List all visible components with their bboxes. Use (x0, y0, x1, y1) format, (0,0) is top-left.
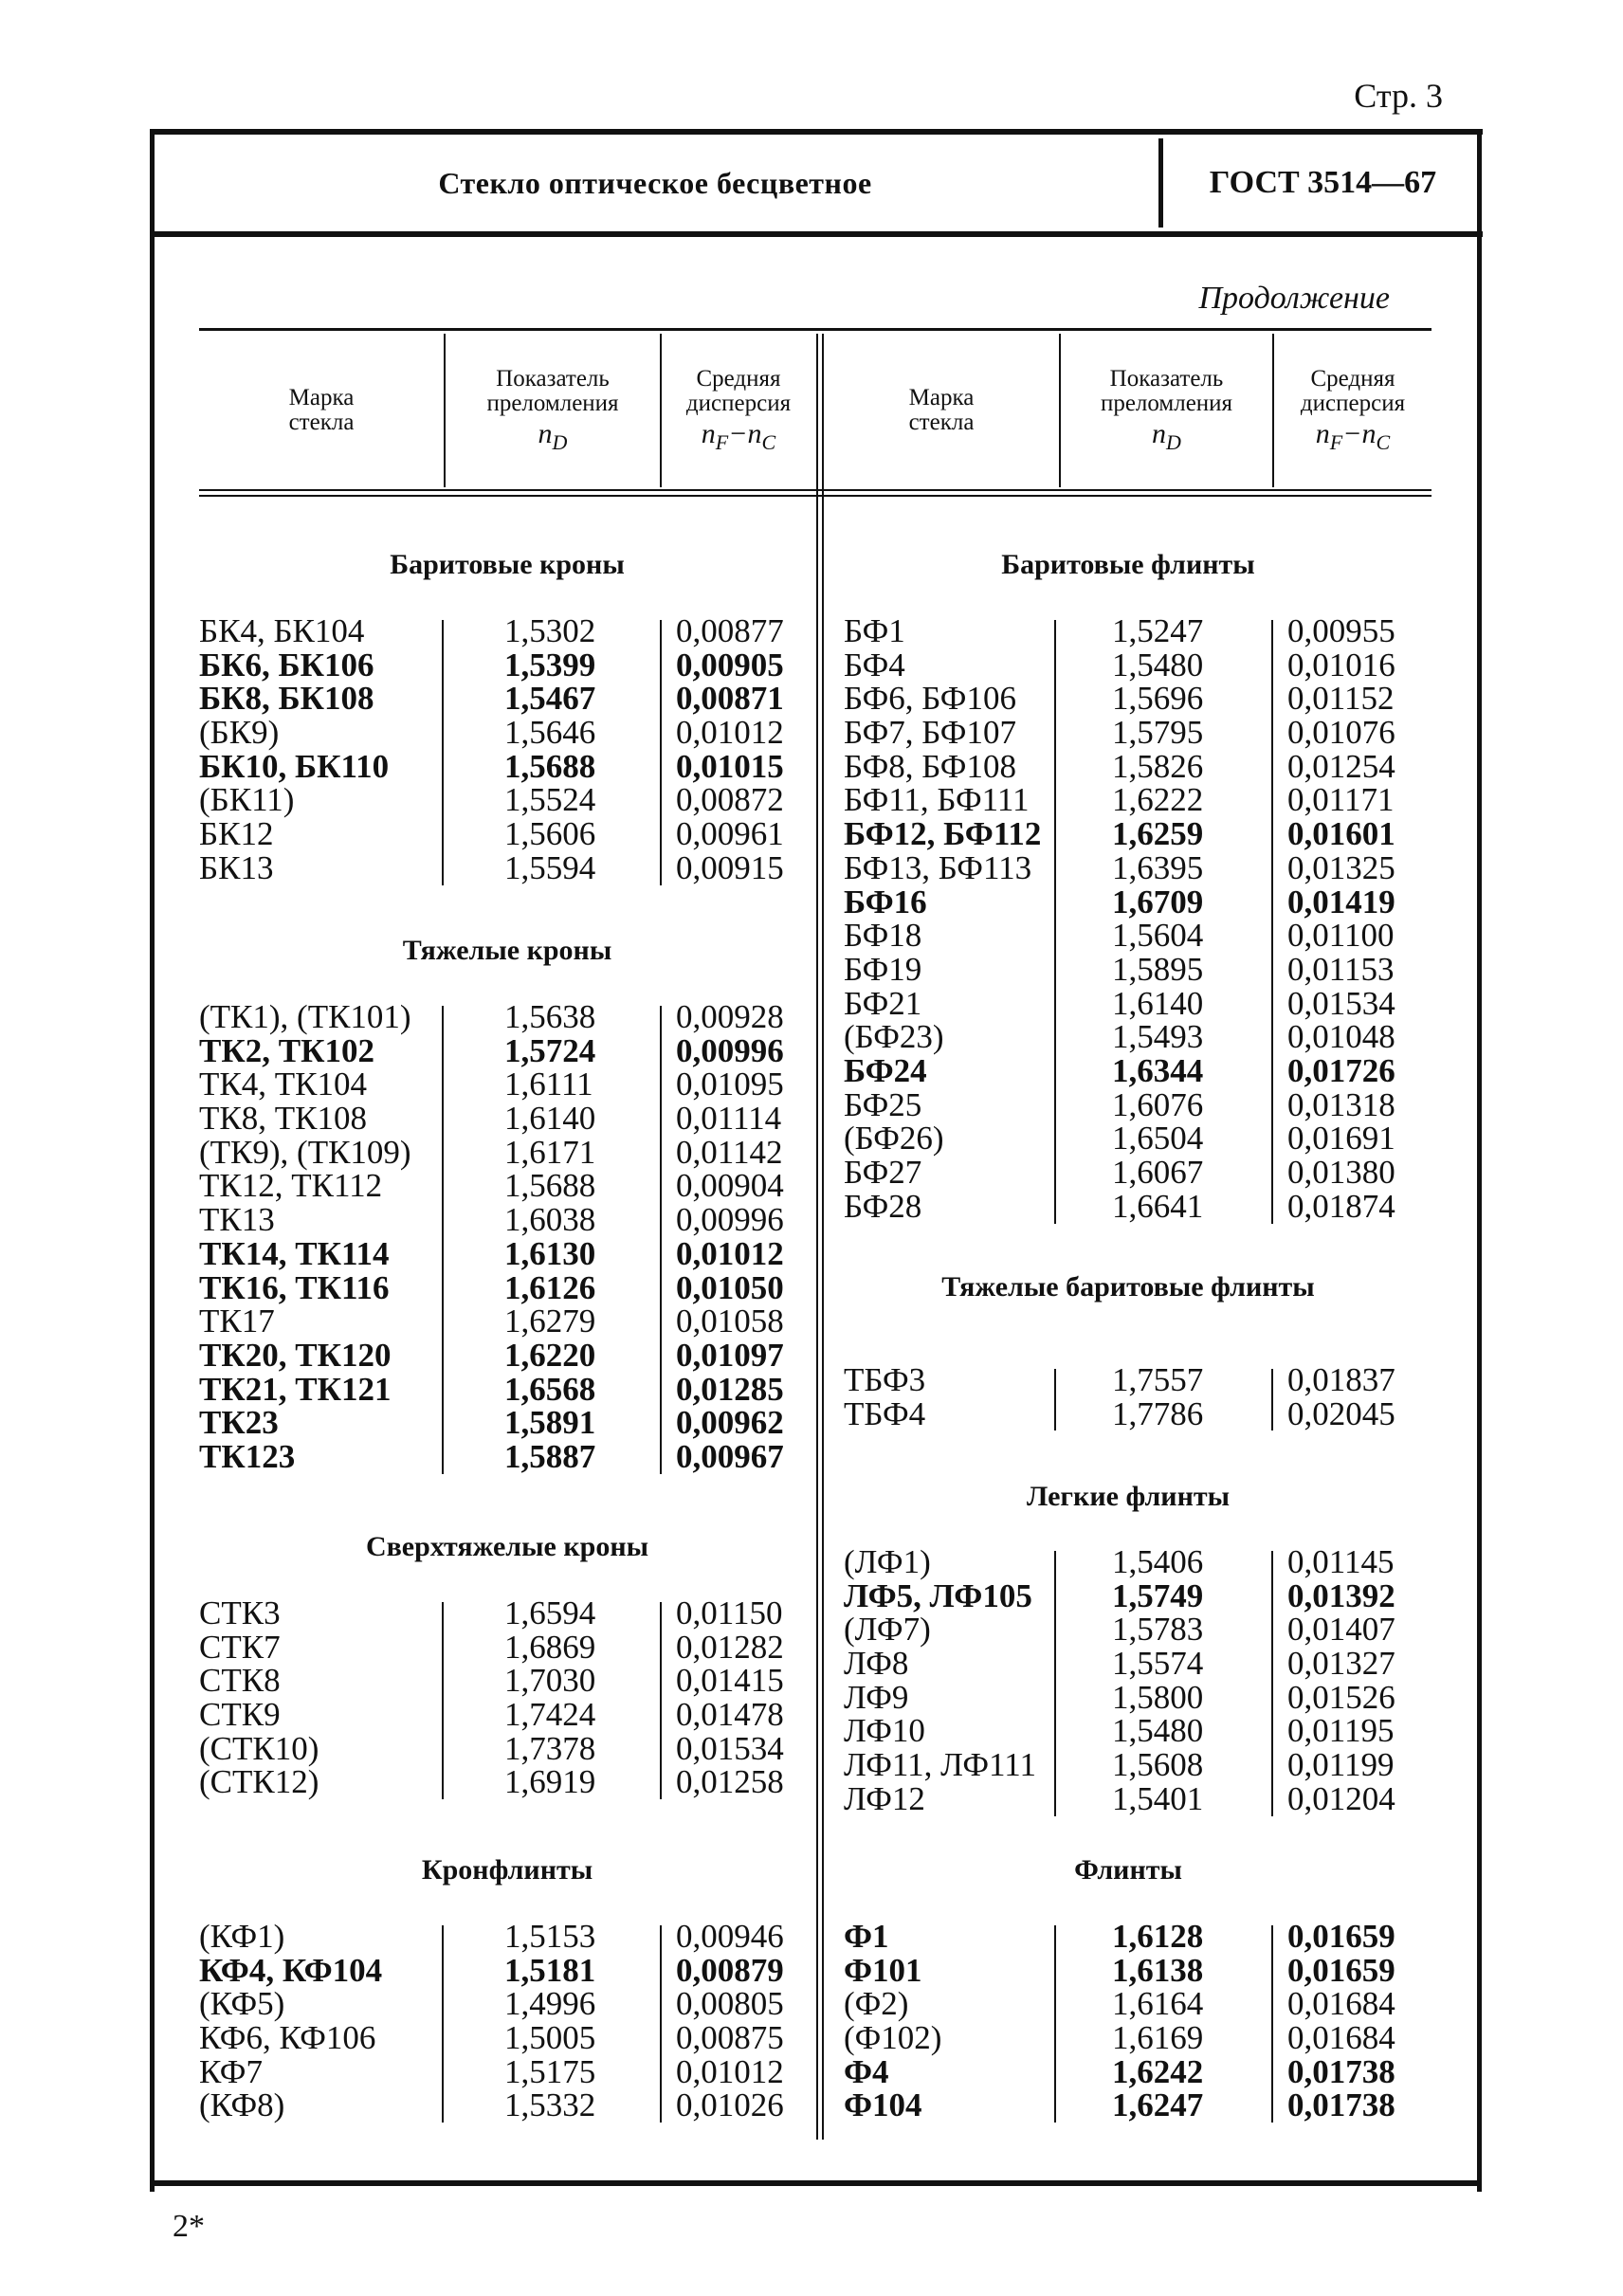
refractive-index: 1,5688 (504, 747, 596, 785)
refractive-index: 1,5181 (504, 1951, 596, 1989)
refractive-index: 1,6869 (504, 1628, 596, 1666)
glass-mark: БФ13, БФ113 (844, 848, 1032, 886)
mean-dispersion: 0,01012 (676, 2052, 784, 2090)
refractive-index: 1,6128 (1112, 1918, 1204, 1955)
table-row (0, 984, 1623, 1022)
mean-dispersion: 0,01204 (1287, 1779, 1395, 1817)
mean-dispersion: 0,01407 (1287, 1611, 1395, 1649)
header-nd-left: Показатель преломления $n_D$ (486, 365, 619, 454)
refractive-index: 1,6919 (504, 1763, 596, 1801)
refractive-index: 1,5646 (504, 714, 596, 752)
glass-mark: БК6, БК106 (199, 646, 374, 683)
refractive-index: 1,6220 (504, 1336, 596, 1374)
mean-dispersion: 0,01691 (1287, 1120, 1395, 1157)
glass-mark: ТБФ3 (844, 1361, 926, 1398)
refractive-index: 1,5749 (1112, 1576, 1204, 1614)
table-row (0, 2088, 1623, 2123)
glass-mark: (КФ8) (199, 2086, 285, 2124)
mean-dispersion: 0,01415 (676, 1662, 784, 1700)
header-nd-right: Показатель преломления $n_D$ (1100, 365, 1233, 454)
refractive-index: 1,6038 (504, 1201, 596, 1239)
refractive-index: 1,6140 (1112, 984, 1204, 1022)
mean-dispersion: 0,01152 (1287, 680, 1395, 718)
table-row (0, 1051, 1623, 1089)
refractive-index: 1,6138 (1112, 1951, 1204, 1989)
nf-nc-symbol: $n_F-n_C$ (701, 417, 776, 454)
mean-dispersion: 0,01534 (676, 1729, 784, 1767)
table-row (0, 1779, 1623, 1817)
header-mark-left: Марка стекла (288, 385, 355, 435)
mean-dispersion: 0,01726 (1287, 1051, 1395, 1089)
mean-dispersion: 0,01254 (1287, 747, 1395, 785)
glass-mark: (БК11) (199, 781, 295, 819)
mean-dispersion: 0,01171 (1287, 781, 1395, 819)
mean-dispersion: 0,01659 (1287, 1918, 1395, 1955)
refractive-index: 1,5153 (504, 1918, 596, 1955)
refractive-index: 1,5696 (1112, 680, 1204, 718)
glass-mark: ТК16, ТК116 (199, 1268, 390, 1306)
mean-dispersion: 0,00955 (1287, 612, 1395, 649)
mean-dispersion: 0,01327 (1287, 1645, 1395, 1683)
glass-mark: (Ф2) (844, 1985, 909, 2023)
glass-mark: ТК14, ТК114 (199, 1234, 390, 1272)
refractive-index: 1,7030 (504, 1662, 596, 1700)
glass-mark: ЛФ11, ЛФ111 (844, 1746, 1036, 1784)
table-row (0, 1951, 1623, 1989)
mean-dispersion: 0,01380 (1287, 1154, 1395, 1191)
glass-mark: БФ28 (844, 1187, 922, 1225)
glass-mark: ТК8, ТК108 (199, 1100, 367, 1138)
refractive-index: 1,6504 (1112, 1120, 1204, 1157)
section-title: Тяжелые кроны (402, 935, 612, 966)
section-title: Флинты (1074, 1854, 1182, 1886)
glass-mark: БК12 (199, 815, 274, 853)
refractive-index: 1,5524 (504, 781, 596, 819)
refractive-index: 1,5604 (1112, 917, 1204, 955)
table-row (0, 682, 1623, 716)
mean-dispersion: 0,00904 (676, 1167, 784, 1205)
refractive-index: 1,5332 (504, 2086, 596, 2124)
refractive-index: 1,5783 (1112, 1611, 1204, 1649)
refractive-index: 1,5480 (1112, 1712, 1204, 1750)
refractive-index: 1,6395 (1112, 848, 1204, 886)
glass-mark: (СТК10) (199, 1729, 319, 1767)
mean-dispersion: 0,01012 (676, 714, 784, 752)
mean-dispersion: 0,01285 (676, 1370, 784, 1408)
mean-dispersion: 0,00879 (676, 1951, 784, 1989)
header-disp-left: Средняя дисперсия $n_F-n_C$ (685, 365, 792, 454)
mean-dispersion: 0,01145 (1287, 1543, 1395, 1580)
table-row (0, 1363, 1623, 1397)
refractive-index: 1,5608 (1112, 1746, 1204, 1784)
glass-mark: БФ12, БФ112 (844, 815, 1042, 853)
table-row (0, 1234, 1623, 1272)
glass-mark: БФ7, БФ107 (844, 714, 1016, 752)
refractive-index: 1,7424 (504, 1696, 596, 1734)
glass-mark: СТК3 (199, 1594, 281, 1631)
mean-dispersion: 0,01058 (676, 1303, 784, 1340)
refractive-index: 1,5302 (504, 612, 596, 649)
table-row (0, 1748, 1623, 1782)
mean-dispersion: 0,00877 (676, 612, 784, 649)
mean-dispersion: 0,01325 (1287, 848, 1395, 886)
refractive-index: 1,5638 (504, 998, 596, 1035)
mean-dispersion: 0,01534 (1287, 984, 1395, 1022)
mean-dispersion: 0,00996 (676, 1031, 784, 1069)
mean-dispersion: 0,01601 (1287, 815, 1395, 853)
glass-mark: (ЛФ7) (844, 1611, 931, 1649)
glass-mark: СТК8 (199, 1662, 281, 1700)
glass-mark: КФ4, КФ104 (199, 1951, 383, 1989)
glass-mark: Ф1 (844, 1918, 889, 1955)
glass-mark: ТК123 (199, 1437, 296, 1475)
mean-dispersion: 0,01195 (1287, 1712, 1395, 1750)
refractive-index: 1,6164 (1112, 1985, 1204, 2023)
nd-symbol: $n_D$ (1152, 417, 1181, 454)
mean-dispersion: 0,01048 (1287, 1018, 1395, 1056)
refractive-index: 1,6067 (1112, 1154, 1204, 1191)
mean-dispersion: 0,01095 (676, 1066, 784, 1103)
table-row (0, 1545, 1623, 1579)
mean-dispersion: 0,00905 (676, 646, 784, 683)
glass-mark: БФ21 (844, 984, 922, 1022)
table-row (0, 2052, 1623, 2090)
section-title: Тяжелые баритовые флинты (941, 1271, 1315, 1303)
refractive-index: 1,7378 (504, 1729, 596, 1767)
column-separator (1054, 1369, 1056, 1430)
glass-mark: ЛФ9 (844, 1678, 909, 1716)
table-row (0, 1714, 1623, 1748)
mean-dispersion: 0,01684 (1287, 2019, 1395, 2057)
glass-mark: ТК21, ТК121 (199, 1370, 392, 1408)
refractive-index: 1,5005 (504, 2019, 596, 2057)
mean-dispersion: 0,01150 (676, 1594, 783, 1631)
sheet-mark: 2* (173, 2209, 205, 2244)
mean-dispersion: 0,00872 (676, 781, 784, 819)
table-row (0, 1987, 1623, 2021)
glass-mark: БК10, БК110 (199, 747, 390, 785)
table-row (0, 1613, 1623, 1647)
glass-mark: БФ8, БФ108 (844, 747, 1016, 785)
glass-mark: ТК20, ТК120 (199, 1336, 392, 1374)
mean-dispersion: 0,01026 (676, 2086, 784, 2124)
glass-mark: БФ4 (844, 646, 905, 683)
glass-mark: БФ1 (844, 612, 905, 649)
table-row (0, 848, 1623, 886)
column-separator (1271, 1551, 1273, 1816)
glass-mark: БФ16 (844, 883, 927, 920)
glass-mark: ТК12, ТК112 (199, 1167, 383, 1205)
refractive-index: 1,6169 (1112, 2019, 1204, 2057)
refractive-index: 1,6130 (504, 1234, 596, 1272)
refractive-index: 1,4996 (504, 1985, 596, 2023)
glass-mark: БФ24 (844, 1051, 927, 1089)
refractive-index: 1,5406 (1112, 1543, 1204, 1580)
mean-dispersion: 0,01100 (1287, 917, 1395, 955)
mean-dispersion: 0,01097 (676, 1336, 784, 1374)
document-title: Стекло оптическое бесцветное (438, 165, 872, 200)
column-separator (1271, 1925, 1273, 2123)
refractive-index: 1,5606 (504, 815, 596, 853)
glass-mark: СТК7 (199, 1628, 281, 1666)
column-separator (1271, 620, 1273, 1224)
section-title: Кронфлинты (421, 1854, 593, 1886)
glass-mark: ЛФ12 (844, 1779, 925, 1817)
glass-mark: (БФ23) (844, 1018, 944, 1056)
refractive-index: 1,6111 (504, 1066, 593, 1103)
section-title: Баритовые флинты (1001, 549, 1255, 580)
refractive-index: 1,6568 (504, 1370, 596, 1408)
table-row (0, 1156, 1623, 1190)
section-title: Легкие флинты (1026, 1481, 1231, 1512)
refractive-index: 1,7786 (1112, 1394, 1204, 1432)
refractive-index: 1,6242 (1112, 2052, 1204, 2090)
glass-mark: (СТК12) (199, 1763, 319, 1801)
glass-mark: БФ27 (844, 1154, 922, 1191)
refractive-index: 1,5175 (504, 2052, 596, 2090)
glass-mark: ЛФ8 (844, 1645, 909, 1683)
mean-dispersion: 0,00805 (676, 1985, 784, 2023)
page-number: Стр. 3 (1354, 77, 1443, 115)
mean-dispersion: 0,00996 (676, 1201, 784, 1239)
table-row (0, 716, 1623, 750)
mean-dispersion: 0,00967 (676, 1437, 784, 1475)
refractive-index: 1,5688 (504, 1167, 596, 1205)
refractive-index: 1,5480 (1112, 646, 1204, 683)
mean-dispersion: 0,01392 (1287, 1576, 1395, 1614)
refractive-index: 1,5493 (1112, 1018, 1204, 1056)
mean-dispersion: 0,01050 (676, 1268, 784, 1306)
refractive-index: 1,6259 (1112, 815, 1204, 853)
mean-dispersion: 0,01419 (1287, 883, 1395, 920)
glass-mark: (ТК1), (ТК101) (199, 998, 411, 1035)
mean-dispersion: 0,01076 (1287, 714, 1395, 752)
mean-dispersion: 0,01526 (1287, 1678, 1395, 1716)
refractive-index: 1,6140 (504, 1100, 596, 1138)
mean-dispersion: 0,01684 (1287, 1985, 1395, 2023)
glass-mark: (КФ5) (199, 1985, 285, 2023)
mean-dispersion: 0,01012 (676, 1234, 784, 1272)
mean-dispersion: 0,01282 (676, 1628, 784, 1666)
refractive-index: 1,6344 (1112, 1051, 1204, 1089)
table-top-rule (199, 328, 1432, 331)
table-row (0, 1678, 1623, 1716)
glass-mark: БФ19 (844, 950, 922, 988)
refractive-index: 1,6222 (1112, 781, 1204, 819)
glass-mark: Ф101 (844, 1951, 922, 1989)
mean-dispersion: 0,00871 (676, 680, 784, 718)
glass-mark: БФ6, БФ106 (844, 680, 1016, 718)
refractive-index: 1,5826 (1112, 747, 1204, 785)
section-title: Баритовые кроны (390, 549, 625, 580)
refractive-index: 1,6709 (1112, 883, 1204, 920)
table-header-rule (199, 489, 1432, 497)
mean-dispersion: 0,00875 (676, 2019, 784, 2057)
column-separator (1054, 1925, 1056, 2123)
column-separator (1054, 1551, 1056, 1816)
refractive-index: 1,5891 (504, 1404, 596, 1442)
document-header (152, 129, 1483, 237)
table-row (0, 1085, 1623, 1123)
mean-dispersion: 0,01199 (1287, 1746, 1395, 1784)
mean-dispersion: 0,01258 (676, 1763, 784, 1801)
table-row (0, 919, 1623, 953)
refractive-index: 1,5467 (504, 680, 596, 718)
glass-mark: ТК13 (199, 1201, 275, 1239)
column-separator (1271, 1369, 1273, 1430)
mean-dispersion: 0,01738 (1287, 2052, 1395, 2090)
mean-dispersion: 0,01153 (1287, 950, 1395, 988)
mean-dispersion: 0,01874 (1287, 1187, 1395, 1225)
glass-mark: БК13 (199, 848, 274, 886)
glass-mark: Ф104 (844, 2086, 922, 2124)
glass-mark: (ТК9), (ТК109) (199, 1133, 411, 1171)
section-rows (0, 1363, 1623, 1430)
mean-dispersion: 0,00928 (676, 998, 784, 1035)
nf-nc-symbol: $n_F-n_C$ (1315, 417, 1391, 454)
glass-mark: (КФ1) (199, 1918, 285, 1955)
gost-number: ГОСТ 3514—67 (1209, 165, 1437, 200)
refractive-index: 1,6279 (504, 1303, 596, 1340)
mean-dispersion: 0,00946 (676, 1918, 784, 1955)
table-row (0, 1020, 1623, 1054)
glass-mark: (БК9) (199, 714, 280, 752)
mean-dispersion: 0,00961 (676, 815, 784, 853)
mean-dispersion: 0,01837 (1287, 1361, 1395, 1398)
mean-dispersion: 0,00915 (676, 848, 784, 886)
mean-dispersion: 0,01659 (1287, 1951, 1395, 1989)
mean-dispersion: 0,00962 (676, 1404, 784, 1442)
refractive-index: 1,6247 (1112, 2086, 1204, 2124)
mean-dispersion: 0,01114 (676, 1100, 782, 1138)
refractive-index: 1,5795 (1112, 714, 1204, 752)
table-row (0, 1576, 1623, 1614)
section-title: Сверхтяжелые кроны (365, 1531, 649, 1562)
mean-dispersion: 0,01142 (676, 1133, 783, 1171)
glass-mark: (Ф102) (844, 2019, 942, 2057)
continuation-label: Продолжение (1198, 281, 1390, 316)
nd-symbol: $n_D$ (538, 417, 568, 454)
section-rows (0, 1920, 1623, 2123)
table-row (0, 1920, 1623, 1954)
table-row (0, 2021, 1623, 2055)
section-rows (0, 1545, 1623, 1816)
frame-bottom-border (150, 2180, 1482, 2186)
table-row (0, 1647, 1623, 1681)
table-row (0, 1121, 1623, 1156)
glass-mark: ТК2, ТК102 (199, 1031, 374, 1069)
glass-mark: БФ25 (844, 1085, 922, 1123)
mean-dispersion: 0,01478 (676, 1696, 784, 1734)
glass-mark: ТК4, ТК104 (199, 1066, 367, 1103)
refractive-index: 1,5887 (504, 1437, 596, 1475)
refractive-index: 1,5574 (1112, 1645, 1204, 1683)
glass-mark: БФ11, БФ111 (844, 781, 1030, 819)
glass-mark: БК4, БК104 (199, 612, 365, 649)
section-rows (0, 614, 1623, 1223)
glass-mark: БК8, БК108 (199, 680, 374, 718)
glass-mark: ТБФ4 (844, 1394, 926, 1432)
refractive-index: 1,5247 (1112, 612, 1204, 649)
refractive-index: 1,6594 (504, 1594, 596, 1631)
table-row (0, 783, 1623, 817)
glass-mark: ТК23 (199, 1404, 279, 1442)
glass-mark: КФ6, КФ106 (199, 2019, 376, 2057)
glass-mark: ЛФ10 (844, 1712, 925, 1750)
mean-dispersion: 0,01016 (1287, 646, 1395, 683)
refractive-index: 1,6126 (504, 1268, 596, 1306)
refractive-index: 1,5401 (1112, 1779, 1204, 1817)
refractive-index: 1,5800 (1112, 1678, 1204, 1716)
table-row (0, 1394, 1623, 1432)
refractive-index: 1,6076 (1112, 1085, 1204, 1123)
glass-mark: КФ7 (199, 2052, 263, 2090)
refractive-index: 1,7557 (1112, 1361, 1204, 1398)
glass-mark: (ЛФ1) (844, 1543, 931, 1580)
mean-dispersion: 0,01015 (676, 747, 784, 785)
table-row (0, 747, 1623, 785)
glass-mark: Ф4 (844, 2052, 889, 2090)
refractive-index: 1,6641 (1112, 1187, 1204, 1225)
table-row (0, 614, 1623, 648)
refractive-index: 1,5399 (504, 646, 596, 683)
glass-mark: ЛФ5, ЛФ105 (844, 1576, 1032, 1614)
table-row (0, 1187, 1623, 1225)
table-row (0, 1304, 1623, 1339)
refractive-index: 1,5594 (504, 848, 596, 886)
glass-mark: ТК17 (199, 1303, 275, 1340)
refractive-index: 1,5724 (504, 1031, 596, 1069)
refractive-index: 1,6171 (504, 1133, 596, 1171)
mean-dispersion: 0,02045 (1287, 1394, 1395, 1432)
table-row (0, 1437, 1623, 1475)
glass-mark: (БФ26) (844, 1120, 944, 1157)
glass-mark: СТК9 (199, 1696, 281, 1734)
refractive-index: 1,5895 (1112, 950, 1204, 988)
mean-dispersion: 0,01738 (1287, 2086, 1395, 2124)
table-row (0, 648, 1623, 683)
column-separator (1054, 620, 1056, 1224)
header-disp-right: Средняя дисперсия $n_F-n_C$ (1300, 365, 1406, 454)
mean-dispersion: 0,01318 (1287, 1085, 1395, 1123)
header-mark-right: Марка стекла (908, 385, 975, 435)
table-row (0, 885, 1623, 920)
glass-mark: БФ18 (844, 917, 922, 955)
table-row (0, 817, 1623, 851)
